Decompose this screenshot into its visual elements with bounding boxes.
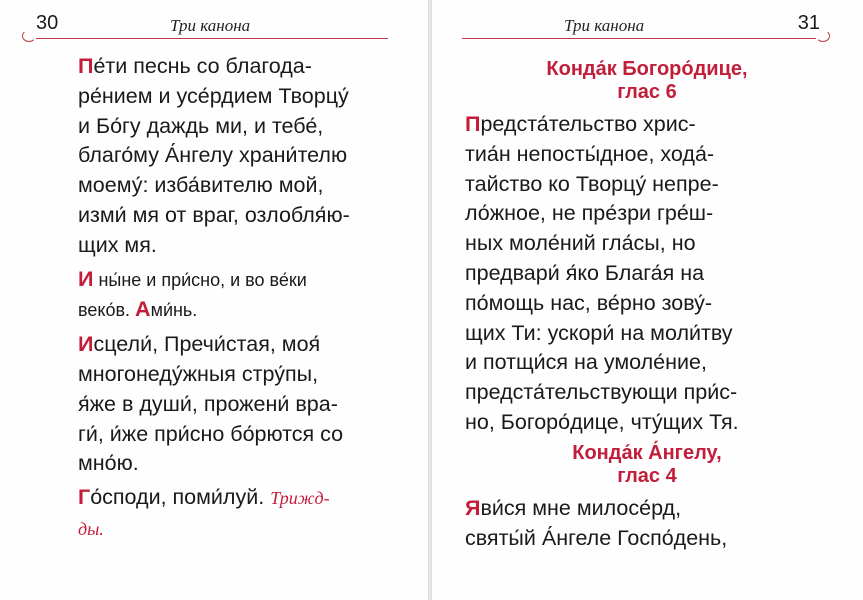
left-body-text: [78, 52, 388, 545]
running-head: [20, 10, 388, 40]
section-heading: Конда́к А́нгелу, глас 4: [572, 441, 722, 487]
ornament-curl-icon: [816, 30, 830, 42]
drop-initial: И: [78, 266, 94, 291]
running-title: Три канона: [564, 16, 645, 35]
ornament-curl-icon: [22, 30, 36, 42]
running-title: Три канона: [170, 16, 251, 35]
page-number: 30: [36, 12, 59, 34]
paragraph-4: Го́споди, поми́луй. Трижд- ды.: [78, 485, 330, 539]
page-number: 31: [797, 12, 820, 34]
rubric-note: Трижд-: [270, 488, 330, 509]
left-page: [0, 0, 428, 600]
drop-initial: Я: [465, 495, 481, 520]
section-heading: Конда́к Богоро́дице, глас 6: [546, 58, 748, 103]
drop-initial: П: [465, 112, 481, 136]
paragraph-3: Исцели́, Пречи́стая, моя́ многонеду́жныя стру́пы, я́же в души́, прожени́ вра- ги́, и́же при́сно бо́рются со мно́ю.: [78, 332, 344, 476]
drop-initial: Г: [78, 485, 91, 510]
kontakion-theotokos-text: Предста́тельство хрис- тиа́н непосты́дное, хода́- тайство ко Творцу́ непре- ло́жное, не пре́зри гре́ш- ных моле́ний гла́сы, но предвари́ я́ко Блага́я на по́мощь нас, ве́рно зову́- щих Ти: ускори́ на моли́тву и потщи́ся на умоле́ние, предста́тельствующи при́с- но, Богоро́дице, чту́щих Тя.: [465, 112, 739, 434]
header-rule: [36, 38, 388, 39]
amen-initial: А: [135, 297, 151, 322]
right-page: [432, 0, 863, 600]
right-body-text: [465, 58, 829, 553]
running-head: [462, 10, 834, 40]
paragraph-1: Пе́ти песнь со благода- ре́нием и усе́рдием Творцу́ и Бо́гу даждь ми, и тебе́, благо́му А́нгелу храни́телю моему́: изба́вителю мой, изми́ мя от враг, озлобля́ю- щих мя.: [78, 54, 350, 257]
drop-initial: И: [78, 332, 94, 357]
paragraph-2: И ны́не и при́сно, и во ве́ки веко́в. Ами́нь.: [78, 266, 307, 322]
header-rule: [462, 38, 816, 39]
kontakion-angel-text: Яви́ся мне милосе́рд, святы́й А́нгеле Госпо́день,: [465, 495, 728, 550]
drop-initial: П: [78, 54, 94, 78]
rubric-note-cont: ды.: [78, 518, 104, 539]
